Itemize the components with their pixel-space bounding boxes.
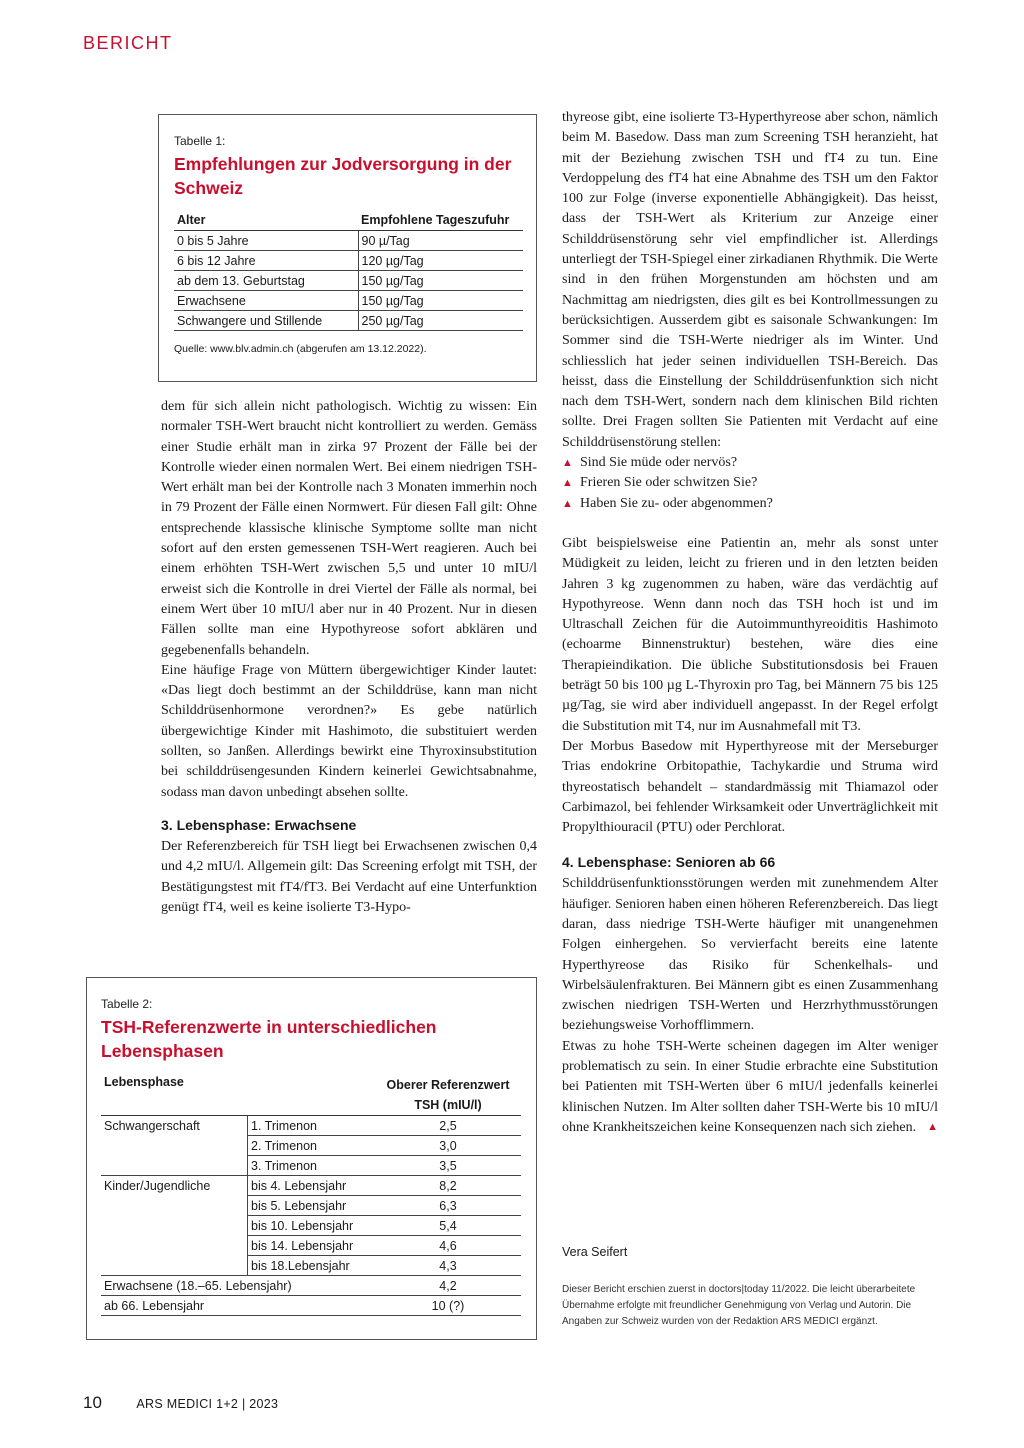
table-cell <box>101 1236 248 1256</box>
table2 <box>101 1075 521 1316</box>
table-cell: 3,5 <box>375 1156 521 1176</box>
table-cell: bis 14. Lebensjahr <box>248 1236 376 1256</box>
right-column <box>562 108 938 1138</box>
paragraph: dem für sich allein nicht pathologisch. Wichtig zu wissen: Ein normaler TSH-Wert braucht nicht kontrolliert zu werden. Gemäss einer Studie erhält man in zirka 97 Prozent der Fälle bei der Kontrolle wieder einen normalen Wert. Bei einem niedrigen TSH-Wert erhält man bei der Kontrolle nach 3 Monaten immerhin noch in 79 Prozent der Fälle einen Normwert. Für diesen Fall gilt: Ohne entsprechende klassische klinische Symptome sollte man nicht sofort auf den ersten gemessenen TSH-Wert reagieren. Auch bei einem erhöhten TSH-Wert zwischen 5,5 und unter 10 mIU/l erweist sich die Kontrolle in drei Viertel der Fälle als normal, bei einem Wert über 10 mIU/l aber nur in 40 Prozent. Nur in diesen Fällen sollte man eine Hypothyreose sofort abklären und gegebenenfalls behandeln. <box>161 399 537 658</box>
paragraph: Gibt beispielsweise eine Patientin an, mehr als sonst unter Müdigkeit zu leiden, leicht zu frieren und in den letzten beiden Jahren 3 kg zugenommen zu haben, wäre das verdächtig auf Hypothyreose. Wenn dann noch das TSH hoch ist und im Ultraschall Zeichen für die Autoimmunthyreoiditis Hashimoto (echoarme Binnenstruktur) bestehen, wäre dies eine Therapieindikation. Die übliche Substitutionsdosis bei Frauen beträgt 50 bis 100 µg L-Thyroxin pro Tag, bei Männern 75 bis 125 µg/Tag, sie wird aber individuell angepasst. In der Regel erfolgt die Substitution mit T4, nur im Ausnahmefall mit T3. <box>562 535 938 734</box>
table-cell: 1. Trimenon <box>248 1116 376 1136</box>
table-cell: 6 bis 12 Jahre <box>174 251 358 271</box>
journal-name: ARS MEDICI 1+2 | 2023 <box>136 1397 279 1411</box>
paragraph: Eine häufige Frage von Müttern übergewichtiger Kinder lautet: «Das liegt doch bestimmt an der Schilddrüse, kann man nicht Schilddrüsenhormone verordnen?» Es gebe natürlich übergewichtige Kinder mit Hashimoto, die substituiert werden sollten, so Janßen. Allerdings bewirkt eine Thyroxinsubstitution bei schilddrüsengesunden Kindern keinerlei Gewichtsabnahme, sodass man davon unbedingt absehen sollte. <box>161 662 537 800</box>
table-cell: 120 µg/Tag <box>358 251 523 271</box>
table-row <box>101 1176 521 1196</box>
table-cell: 2,5 <box>375 1116 521 1136</box>
table-cell: 3,0 <box>375 1136 521 1156</box>
table2-box <box>86 977 537 1340</box>
paragraph: Schilddrüsenfunktionsstörungen werden mit zunehmendem Alter häufiger. Senioren haben einen höheren Referenzbereich. Das liegt daran, dass niedrige TSH-Werte häufiger mit unangenehmen Folgen einhergehen. So vervierfacht bereits eine latente Hyperthyreose das Risiko für Schenkelhals- und Wirbelsäulenfrakturen. Bei Männern gibt es einen Zusammenhang zwischen niedrigen TSH-Werten und Herzrhythmusstörungen beziehungsweise Vorhofflimmern. <box>562 876 938 1034</box>
table-row <box>174 251 523 271</box>
table2-header-row <box>101 1075 521 1116</box>
table-cell <box>101 1216 248 1236</box>
table-cell: 6,3 <box>375 1196 521 1216</box>
table-cell: Erwachsene <box>174 291 358 311</box>
source-note: Dieser Bericht erschien zuerst in doctors|today 11/2022. Die leicht überarbeitete Übernahme erfolgte mit freundlicher Genehmigung von Verlag und Autorin. Die Angaben zur Schweiz wurden von der Redaktion ARS MEDICI ergänzt. <box>562 1284 916 1327</box>
table-cell: 4,6 <box>375 1236 521 1256</box>
table-cell: 3. Trimenon <box>248 1156 376 1176</box>
table-cell: 150 µg/Tag <box>358 271 523 291</box>
table-cell: Kinder/Jugendliche <box>104 1178 211 1193</box>
table-cell: 150 µg/Tag <box>358 291 523 311</box>
list-item: ▲ Sind Sie müde oder nervös? <box>562 453 938 473</box>
table-cell: 4,2 <box>375 1276 521 1296</box>
table-cell: 90 µ/Tag <box>358 231 523 251</box>
table-cell <box>101 1256 248 1276</box>
author-name: Vera Seifert <box>562 1245 628 1259</box>
table1-source: Quelle: www.blv.admin.ch (abgerufen am 13.12.2022). <box>174 343 427 355</box>
table-row <box>101 1196 521 1216</box>
table-cell: 0 bis 5 Jahre <box>174 231 358 251</box>
table-row <box>101 1276 521 1296</box>
table-cell <box>101 1136 248 1156</box>
table1 <box>174 210 523 331</box>
paragraph: Der Morbus Basedow mit Hyperthyreose mit der Merseburger Trias endokrine Orbitopathie, Tachykardie und Struma wird thyreostatisch behandelt – standardmässig mit Thiamazol oder Carbimazol, bei fehlender Wirksamkeit oder Unverträglichkeit mit Propylthiouracil (PTU) oder Perchlorat. <box>562 738 938 836</box>
table-cell: bis 10. Lebensjahr <box>248 1216 376 1236</box>
list-item: ▲ Frieren Sie oder schwitzen Sie? <box>562 473 938 493</box>
table-cell: bis 4. Lebensjahr <box>248 1176 376 1196</box>
table1-box <box>158 114 537 382</box>
page-number: 10 <box>83 1393 102 1412</box>
table-cell: 8,2 <box>375 1176 521 1196</box>
table-cell: ab dem 13. Geburtstag <box>174 271 358 291</box>
table-cell: Schwangere und Stillende <box>174 311 358 331</box>
table-cell <box>101 1196 248 1216</box>
paragraph: thyreose gibt, eine isolierte T3-Hyperthyreose aber schon, nämlich beim M. Basedow. Dass man zum Screening TSH heranzieht, hat mit der Beziehung zwischen TSH und fT4 zu tun. Eine Verdoppelung des fT4 hat eine Abnahme des TSH um den Faktor 100 zur Folge (inverse exponentielle Abhängigkeit). Das heisst, dass der TSH-Wert als Kriterium zur Anzeige einer Schilddrüsenstörung sehr viel empfindlicher ist. Allerdings unterliegt der TSH-Spiegel einer zirkadianen Rhythmik. Die Werte sind in den frühen Morgenstunden am höchsten und am Nachmittag am niedrigsten, dies gilt es bei Kontrollmessungen zu berücksichtigen. Ausserdem gibt es saisonale Schwankungen: Im Sommer sind die TSH-Werte niedriger als im Winter. Und schliesslich hat jeder seinen individuellen TSH-Bereich. Das heisst, dass die Einstellung der Schilddrüsenfunktion sich nicht nach dem TSH-Wert, sondern nach dem klinischen Bild richten sollte. Drei Fragen sollten Sie Patienten mit Verdacht auf eine Schilddrüsenstörung stellen: <box>562 110 938 450</box>
table-row <box>174 291 523 311</box>
section-heading: 4. Lebensphase: Senioren ab 66 <box>562 854 776 871</box>
table-row <box>101 1156 521 1176</box>
left-column <box>161 397 537 918</box>
table-cell: 10 (?) <box>375 1296 521 1316</box>
table2-col-header: Lebensphase <box>101 1075 375 1116</box>
table2-col-header: Oberer Referenzwert TSH (mIU/l) <box>375 1075 521 1116</box>
table-row <box>174 311 523 331</box>
table-cell: bis 18.Lebensjahr <box>248 1256 376 1276</box>
triangle-bullet-icon: ▲ <box>562 477 573 490</box>
table-cell: 2. Trimenon <box>248 1136 376 1156</box>
table-row <box>174 271 523 291</box>
section-heading: 3. Lebensphase: Erwachsene <box>161 816 357 833</box>
table-row <box>101 1216 521 1236</box>
table-cell: Schwangerschaft <box>104 1118 200 1133</box>
triangle-bullet-icon: ▲ <box>562 497 573 510</box>
table1-header-row <box>174 210 523 231</box>
section-tag: BERICHT <box>83 33 173 53</box>
table-row <box>101 1116 521 1136</box>
table-cell <box>101 1156 248 1176</box>
page-footer <box>83 1393 278 1413</box>
table2-title: TSH-Referenzwerte in unterschiedlichen Lebensphasen <box>101 1017 437 1061</box>
table1-col-header: Empfohlene Tageszufuhr <box>358 210 523 231</box>
table-row <box>101 1296 521 1316</box>
table1-caption: Tabelle 1: <box>174 134 226 148</box>
question-list <box>562 453 938 514</box>
table-cell: ab 66. Lebensjahr <box>101 1296 375 1316</box>
table-row <box>174 231 523 251</box>
table2-caption: Tabelle 2: <box>101 997 153 1011</box>
table1-title: Empfehlungen zur Jodversorgung in der Schweiz <box>174 154 512 198</box>
table1-col-header: Alter <box>174 210 358 231</box>
table-row <box>101 1236 521 1256</box>
triangle-bullet-icon: ▲ <box>562 457 573 470</box>
paragraph: Etwas zu hohe TSH-Werte scheinen dagegen im Alter weniger problematisch zu sein. In einer Studie erbrachte eine Substitution bei Patienten mit TSH-Werten über 6 mIU/l jedenfalls keinerlei klinischen Nutzen. Im Alter sollten daher TSH-Werte bis 10 mIU/l ohne Krankheitszeichen keine Konsequenzen nach sich ziehen. ▲ <box>562 1037 938 1138</box>
table-cell: 250 µg/Tag <box>358 311 523 331</box>
table-row <box>101 1256 521 1276</box>
table-cell: 4,3 <box>375 1256 521 1276</box>
table-row <box>101 1136 521 1156</box>
table-cell: Erwachsene (18.–65. Lebensjahr) <box>101 1276 375 1296</box>
list-item: ▲ Haben Sie zu- oder abgenommen? <box>562 494 938 514</box>
table-cell: 5,4 <box>375 1216 521 1236</box>
table-cell: bis 5. Lebensjahr <box>248 1196 376 1216</box>
end-mark-icon: ▲ <box>927 1120 938 1133</box>
paragraph: Der Referenzbereich für TSH liegt bei Erwachsenen zwischen 0,4 und 4,2 mIU/l. Allgemein gilt: Das Screening erfolgt mit TSH, der Bestätigungstest mit fT4/fT3. Bei Verdacht auf eine Unterfunktion genügt fT4, weil es keine isolierte T3-Hypo- <box>161 838 537 915</box>
